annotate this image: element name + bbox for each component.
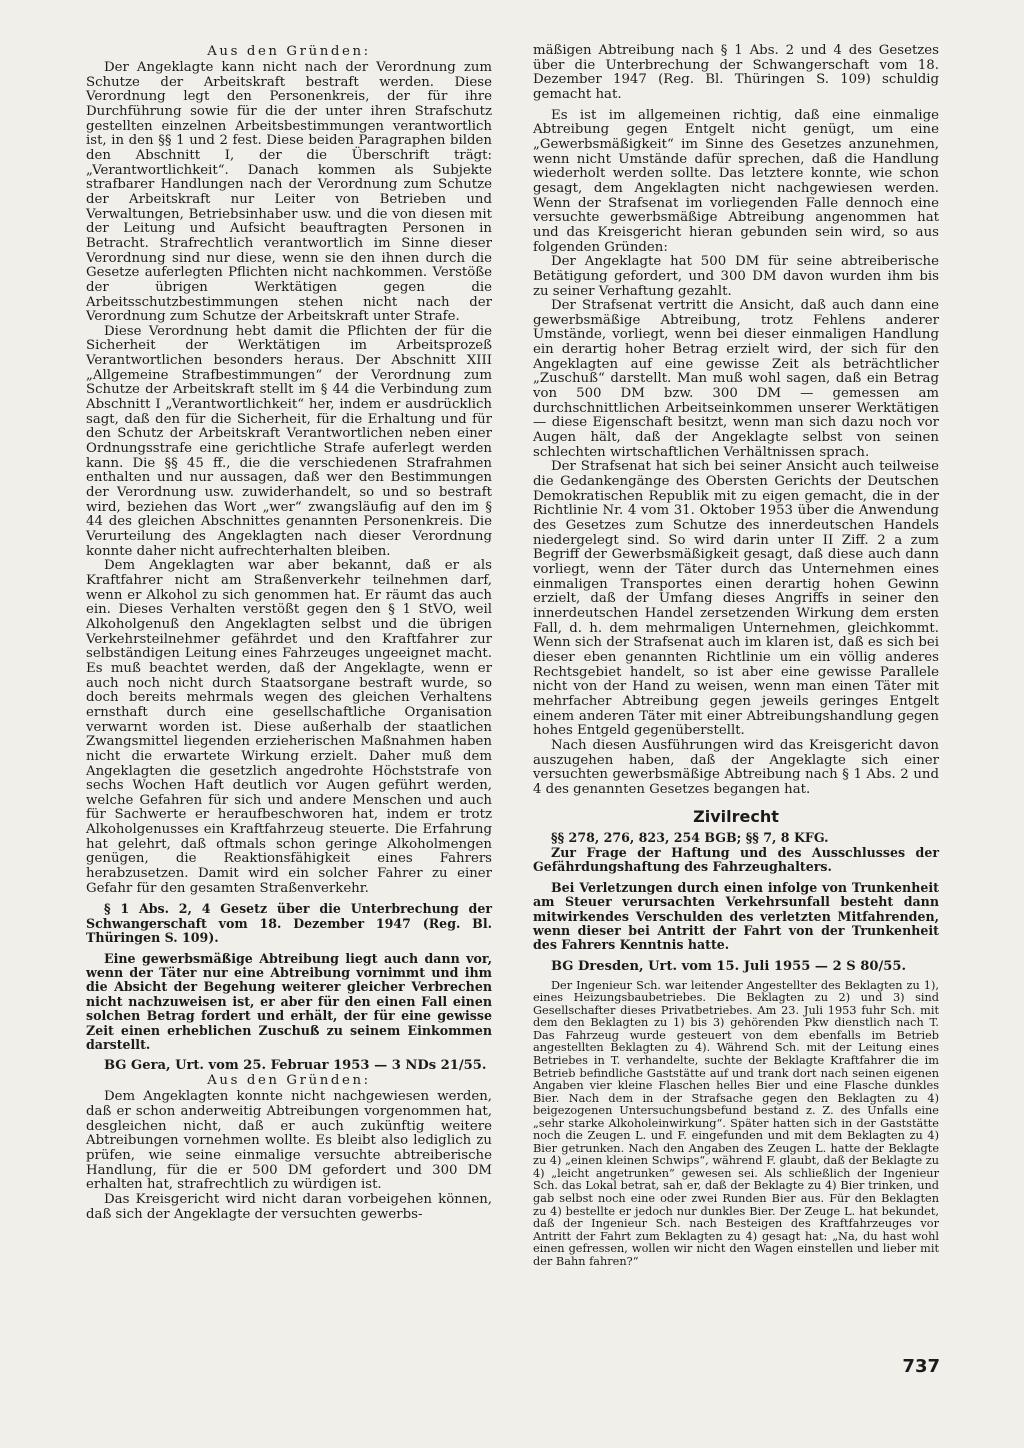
paragraph: mäßigen Abtreibung nach § 1 Abs. 2 und 4 des Gesetzes über die Unterbrechung der Schwangerschaft vom 18. Dezember 1947 (Reg. Bl. Thüringen S. 109) schuldig gemacht hat. bbox=[533, 43, 939, 102]
paragraph: Diese Verordnung hebt damit die Pflichten der für die Sicherheit der Werktätigen im Arbeitsprozeß Verantwortlichen besonders heraus. Der Abschnitt XIII „Allgemeine Strafbestimmungen“ der Verordnung zum Schutze der Arbeitskraft stellt im § 44 die Verbindung zum Abschnitt I „Verantwortlichkeit“ her, indem er ausdrücklich sagt, daß den für die Sicherheit, für die Erhaltung und für den Schutz der Arbeitskraft Verantwortlichen neben einer Ordnungsstrafe eine gerichtliche Strafe auferlegt werden kann. Die §§ 45 ff., die die verschiedenen Strafrahmen enthalten und nur aussagen, daß wer den Bestimmungen der Verordnung usw. zuwiderhandelt, so und so bestraft wird, beziehen das Wort „wer“ zwangsläufig auf den im § 44 des gleichen Abschnittes genannten Personenkreis. Die Verurteilung des Angeklagten nach dieser Verordnung konnte daher nicht aufrechterhalten bleiben. bbox=[86, 323, 492, 559]
section-heading-reasons: Aus den Gründen: bbox=[207, 44, 371, 59]
left-column bbox=[86, 44, 492, 1222]
right-column bbox=[533, 44, 939, 1268]
section-title-civil-law: Zivilrecht bbox=[693, 807, 779, 827]
paragraph: Dem Angeklagten war aber bekannt, daß er als Kraftfahrer nicht am Straßenverkehr teilnehmen darf, wenn er Alkohol zu sich genommen hat. Er räumt das auch ein. Dieses Verhalten verstößt gegen den § 1 StVO, weil Alkoholgenuß den Angeklagten selbst und die übrigen Verkehrsteilnehmer gefährdet und den Kraftfahrer zur selbständigen Leitung eines Fahrzeuges ungeeignet macht. Es muß beachtet werden, daß der Angeklagte, wenn er auch noch nicht durch Staatsorgane bestraft wurde, so doch bereits mehrmals wegen des gleichen Verhaltens ernsthaft durch eine gesellschaftliche Organisation verwarnt worden ist. Diese außerhalb der staatlichen Zwangsmittel liegenden erzieherischen Maßnahmen haben nicht die erwartete Wirkung erzielt. Daher muß dem Angeklagten die gesetzlich angedrohte Höchststrafe von sechs Wochen Haft deutlich vor Augen geführt werden, welche Gefahren für sich und andere Menschen und auch für Sachwerte er heraufbeschworen hat, indem er trotz Alkoholgenusses ein Kraftfahrzeug steuerte. Die Erfahrung hat gelehrt, daß oftmals schon geringe Alkoholmengen genügen, die Reaktionsfähigkeit eines Fahrers herabzusetzen. Damit wird ein solcher Fahrer zu einer Gefahr für den gesamten Straßenverkehr. bbox=[86, 558, 492, 896]
page-number: 737 bbox=[902, 1356, 940, 1377]
paragraph: Der Strafsenat vertritt die Ansicht, daß auch dann eine gewerbsmäßige Abtreibung, trotz Fehlens anderer Umstände, vorliegt, wenn bei dieser einmaligen Handlung ein derartig hoher Betrag erzielt wird, der sich für den Angeklagten auf eine gewisse Zeit als beträchtlicher „Zuschuß“ darstellt. Man muß wohl sagen, daß ein Betrag von 500 DM bzw. 300 DM — gemessen am durchschnittlichen Arbeitseinkommen unserer Werktätigen — diese Eigenschaft besitzt, wenn man sich dazu noch vor Augen hält, daß der Angeklagte selbst von seinen schlechten wirtschaftlichen Verhältnissen sprach. bbox=[533, 298, 939, 460]
paragraph: Dem Angeklagten konnte nicht nachgewiesen werden, daß er schon anderweitig Abtreibungen vorgenommen hat, desgleichen nicht, daß er auch zukünftig weitere Abtreibungen vornehmen wollte. Es bleibt also lediglich zu prüfen, wie seine einmalige versuchte abtreiberische Handlung, für die er 500 DM gefordert und 300 DM erhalten hat, strafrechtlich zu würdigen ist. bbox=[86, 1089, 492, 1193]
paragraph: Es ist im allgemeinen richtig, daß eine einmalige Abtreibung gegen Entgelt nicht genügt, um eine „Gewerbsmäßigkeit“ im Sinne des Gesetzes anzunehmen, wenn nicht Umstände dafür sprechen, daß die Handlung wiederholt werden sollte. Das letztere konnte, wie schon gesagt, dem Angeklagten nicht nachgewiesen werden. Wenn der Strafsenat im vorliegenden Falle dennoch eine versuchte gewerbsmäßige Abtreibung angenommen hat und das Kreisgericht hieran gebunden sein wird, so aus folgenden Gründen: bbox=[533, 107, 939, 255]
legal-reference-subject: Zur Frage der Haftung und des Ausschlusses der Gefährdungshaftung des Fahrzeughalters. bbox=[533, 844, 939, 875]
facts-small-print: Der Ingenieur Sch. war leitender Angestellter des Beklagten zu 1), eines Heizungsbaubetriebes. Die Beklagten zu 2) und 3) sind Gesellschafter dieses Privatbetriebes. Am 23. Juli 1953 fuhr Sch. mit dem den Beklagten zu 1) bis 3) gehörenden Pkw dienstlich nach T. Das Fahrzeug wurde gesteuert von dem ebenfalls im Betrieb angestellten Beklagten zu 4). Während Sch. mit der Leitung eines Betriebes in T. verhandelte, suchte der Beklagte Kraftfahrer die im Betrieb befindliche Gaststätte auf und trank dort nach seinen eigenen Angaben vier kleine Flaschen helles Bier und eine Flasche dunkles Bier. Nach dem in der Strafsache gegen den Beklagten zu 4) beigezogenen Untersuchungsbefund bestand z. Z. des Unfalls eine „sehr starke Alkoholeinwirkung“. Später hatten sich in der Gaststätte noch die Zeugen L. und F. eingefunden und mit dem Beklagten zu 4) Bier getrunken. Nach den Angaben des Zeugen L. hatte der Beklagte zu 4) „einen kleinen Schwips“, während F. glaubt, daß der Beklagte zu 4) „leicht angetrunken“ gewesen sei. Als schließlich der Ingenieur Sch. das Lokal betrat, sah er, daß der Beklagte zu 4) Bier trinken, und gab selbst noch eine oder zwei Runden Bier aus. Für den Beklagten zu 4) bestellte er jedoch nur dunkles Bier. Der Zeuge L. hat bekundet, daß der Ingenieur Sch. nach Besteigen des Kraftfahrzeuges vor Antritt der Fahrt zum Beklagten zu 4) gesagt hat: „Na, du hast wohl einen gefressen, wollen wir nicht den Wagen einstellen und lieber mit der Bahn fahren?“ bbox=[533, 978, 939, 1268]
paragraph: Das Kreisgericht wird nicht daran vorbeigehen können, daß sich der Angeklagte der versuchten gewerbs- bbox=[86, 1192, 492, 1222]
paragraph: Der Strafsenat hat sich bei seiner Ansicht auch teilweise die Gedankengänge des Obersten Gerichts der Deutschen Demokratischen Republik mit zu eigen gemacht, die in der Richtlinie Nr. 4 vom 31. Oktober 1953 über die Anwendung des Gesetzes zum Schutze des innerdeutschen Handels niedergelegt sind. So wird darin unter II Ziff. 2 a zum Begriff der Gewerbsmäßigkeit gesagt, daß diese auch dann vorliegt, wenn der Täter durch das Unternehmen eines einmaligen Transportes einen derartig hohen Gewinn erzielt, daß der Umfang dieses Angriffs in seiner den innerdeutschen Handel zersetzenden Wirkung dem ersten Fall, d. h. dem mehrmaligen Unternehmen, gleichkommt. Wenn sich der Strafsenat auch im klaren ist, daß es sich bei dieser eben genannten Richtlinie um ein völlig anderes Rechtsgebiet handelt, so ist aber eine gewisse Parallele nicht von der Hand zu weisen, wenn man einen Täter mit mehrfacher Abtreibung gegen jeweils geringes Entgelt einem anderen Täter mit einer Abtreibungshandlung gegen hohes Entgeld gegenüberstellt. bbox=[533, 459, 939, 739]
court-citation: BG Dresden, Urt. vom 15. Juli 1955 — 2 S 80/55. bbox=[551, 958, 907, 974]
legal-reference: §§ 278, 276, 823, 254 BGB; §§ 7, 8 KFG. bbox=[551, 830, 829, 846]
paragraph: Nach diesen Ausführungen wird das Kreisgericht davon auszugehen haben, daß der Angeklagte sich einer versuchten gewerbsmäßige Abtreibung nach § 1 Abs. 2 und 4 des genannten Gesetzes begangen hat. bbox=[533, 737, 939, 797]
court-citation: BG Gera, Urt. vom 25. Februar 1953 — 3 NDs 21/55. bbox=[104, 1058, 487, 1074]
paragraph: Der Angeklagte hat 500 DM für seine abtreiberische Betätigung gefordert, und 300 DM davon wurden ihm bis zu seiner Verhaftung gezahlt. bbox=[533, 254, 939, 299]
headnote: Eine gewerbsmäßige Abtreibung liegt auch dann vor, wenn der Täter nur eine Abtreibung vornimmt und ihm die Absicht der Begehung weiterer gleicher Verbrechen nicht nachzuweisen ist, er aber für den einen Fall einen solchen Betrag fordert und erhält, der für eine gewisse Zeit einen erheblichen Zuschuß zu seinem Einkommen darstellt. bbox=[86, 950, 492, 1053]
legal-reference: § 1 Abs. 2, 4 Gesetz über die Unterbrechung der Schwangerschaft vom 18. Dezember 1947 (Reg. Bl. Thüringen S. 109). bbox=[86, 901, 492, 946]
section-heading-reasons: Aus den Gründen: bbox=[207, 1073, 371, 1089]
headnote: Bei Verletzungen durch einen infolge von Trunkenheit am Steuer verursachten Verkehrsunfall besteht dann mitwirkendes Verschulden des verletzten Mitfahrenden, wenn dieser bei Antritt der Fahrt von der Trunkenheit des Fahrers Kenntnis hatte. bbox=[533, 879, 939, 953]
paragraph: Der Angeklagte kann nicht nach der Verordnung zum Schutze der Arbeitskraft bestraft werden. Diese Verordnung legt den Personenkreis, der für ihre Durchführung sowie für die der unter ihren Strafschutz gestellten einzelnen Arbeitsbestimmungen verantwortlich ist, in den §§ 1 und 2 fest. Diese beiden Paragraphen bilden den Abschnitt I, der die Überschrift trägt: „Verantwortlichkeit“. Danach kommen als Subjekte strafbarer Handlungen nach der Verordnung zum Schutze der Arbeitskraft nur Leiter von Betrieben und Verwaltungen, Betriebsinhaber usw. und die von diesen mit der Leitung und Aufsicht beauftragten Personen in Betracht. Strafrechtlich verantwortlich im Sinne dieser Verordnung sind nur diese, wenn sie den ihnen durch die Gesetze auferlegten Pflichten nicht nachkommen. Verstöße der übrigen Werktätigen gegen die Arbeitsschutzbestimmungen stehen nicht nach der Verordnung zum Schutze der Arbeitskraft unter Strafe. bbox=[86, 60, 492, 325]
